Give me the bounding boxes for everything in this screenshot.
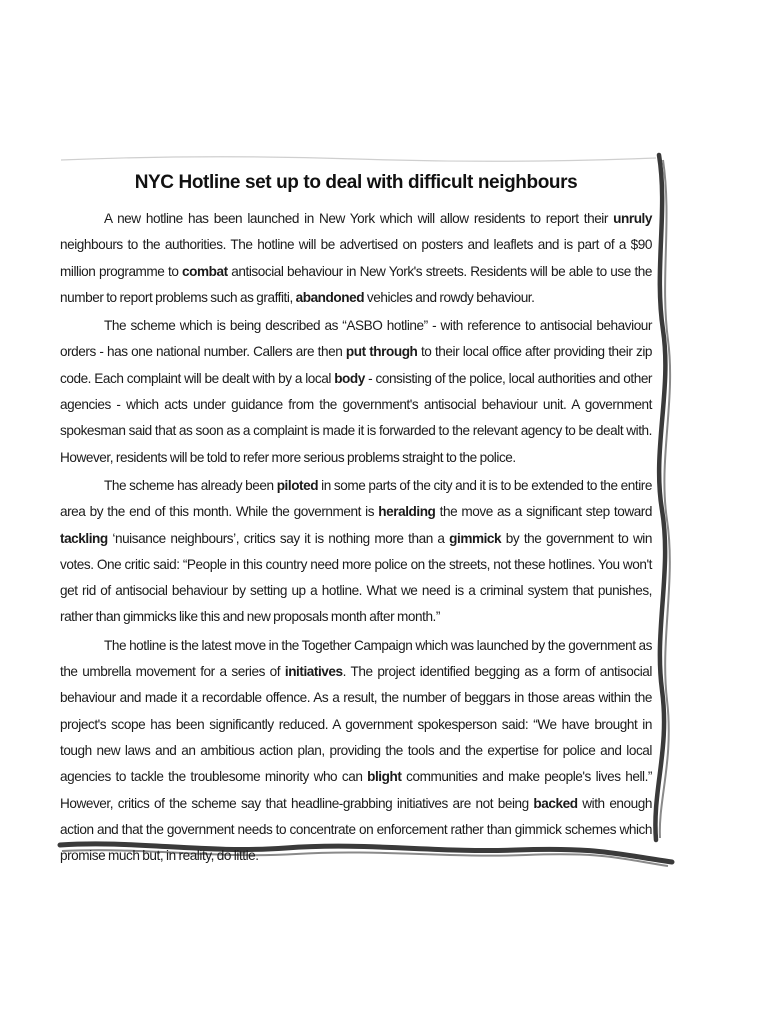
paragraph-text: The scheme which is being described as “ASBO hotline” - with reference to antisocial behaviour orders - has one national number. Callers are then xyxy=(60,318,652,360)
article-paragraph xyxy=(60,206,652,311)
vocabulary-word: unruly xyxy=(613,211,652,226)
vocabulary-word: put through xyxy=(345,344,418,360)
article-paragraph xyxy=(60,473,652,631)
article xyxy=(60,172,652,871)
article-headline: NYC Hotline set up to deal with difficult neighbours xyxy=(134,172,578,193)
paragraph-text: in some parts of the city and it is to be extended to the entire area by the end of this month. While the government is xyxy=(60,477,652,520)
paragraph-text: ‘nuisance neighbours’, critics say it is nothing more than a xyxy=(107,530,450,546)
vocabulary-word: body xyxy=(334,370,365,386)
paragraph-text: . The project identified begging as a form of antisocial behaviour and made it a recordable offence. As a result, the number of beggars in those areas within the project's scope has been significantly reduced. A government spokesperson said: “We have brought in tough new laws and an ambitious action plan, providing the tools and the expertise for police and local agencies to tackle the troublesome minority who can xyxy=(60,664,652,785)
article-paragraph xyxy=(60,633,652,870)
paragraph-text: neighbours to the authorities. The hotline will be advertised on posters and leaflets and is part of a $90 million programme to xyxy=(60,237,652,279)
paragraph-text: antisocial behaviour in New York's streets. Residents will be able to use the number to report problems such as graffiti, xyxy=(60,263,652,305)
article-paragraph xyxy=(60,313,652,471)
vocabulary-word: tackling xyxy=(60,530,108,546)
paragraph-text: to their local office after providing their zip code. Each complaint will be dealt with by a local xyxy=(60,344,652,386)
paragraph-text: A new hotline has been launched in New York which will allow residents to report their xyxy=(104,211,614,226)
paragraph-text: The hotline is the latest move in the Together Campaign which was launched by the government as the umbrella movement for a series of xyxy=(60,637,652,680)
paragraph-text: - consisting of the police, local authorities and other agencies - which acts under guidance from the government's antisocial behaviour unit. A government spokesman said that as soon as a complaint is made it is forwarded to the relevant agency to be dealt with. However, residents will be told to refer more serious problems straight to the police. xyxy=(60,370,652,465)
vocabulary-word: combat xyxy=(182,263,228,279)
vocabulary-word: piloted xyxy=(276,477,319,493)
vocabulary-word: heralding xyxy=(378,504,436,520)
paragraph-text: the move as a significant step toward xyxy=(435,504,652,520)
vocabulary-word: initiatives xyxy=(284,664,343,680)
vocabulary-word: blight xyxy=(367,769,402,785)
vocabulary-word: backed xyxy=(533,795,578,811)
paragraph-text: The scheme has already been xyxy=(104,477,277,493)
paragraph-text: vehicles and rowdy behaviour. xyxy=(364,289,535,305)
paragraph-text: communities and make people's lives hell.” However, critics of the scheme say that headline-grabbing initiatives are not being xyxy=(60,769,652,811)
vocabulary-word: gimmick xyxy=(449,530,502,546)
paragraph-text: by the government to win votes. One critic said: “People in this country need more police on the streets, not these hotlines. You won't get rid of antisocial behaviour by setting up a hotline. What we need is a criminal system that punishes, rather than gimmicks like this and new proposals month after month.” xyxy=(60,530,652,625)
paragraph-text: with enough action and that the government needs to concentrate on enforcement rather than gimmick schemes which promise much but, in reality, do little. xyxy=(60,795,652,864)
vocabulary-word: abandoned xyxy=(295,289,365,305)
